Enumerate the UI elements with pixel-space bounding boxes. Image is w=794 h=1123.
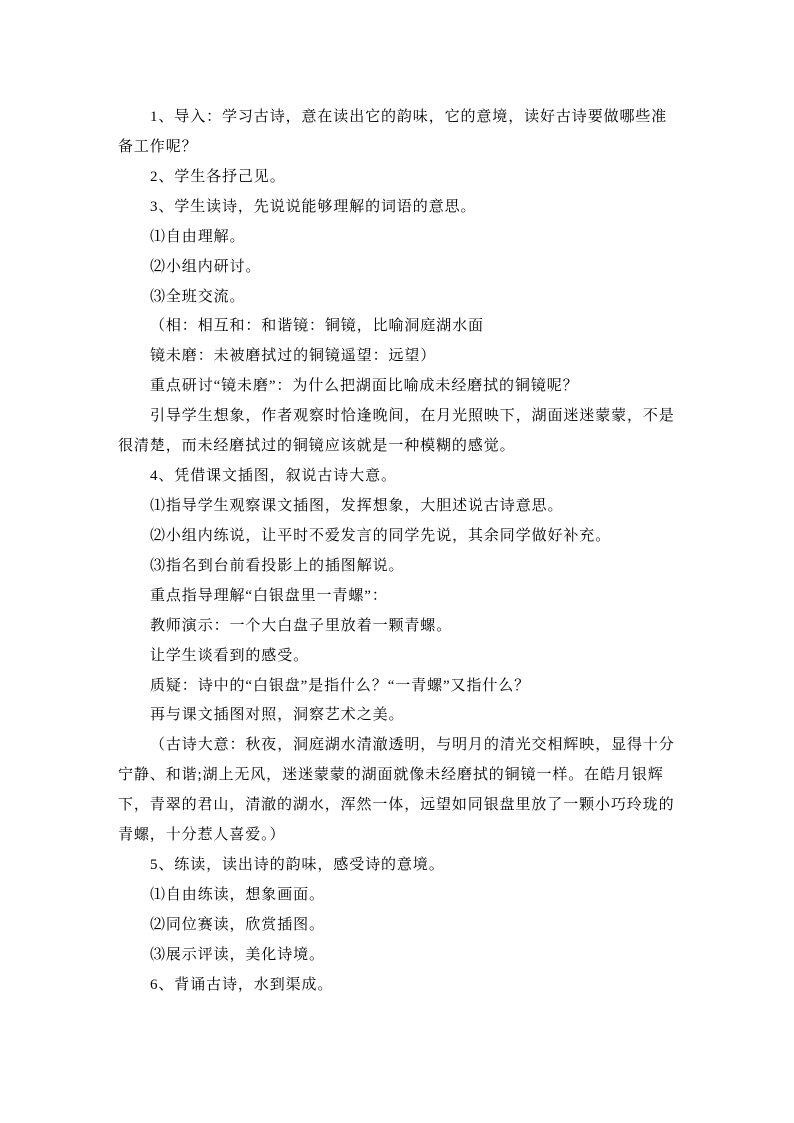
paragraph-line: 青螺，十分惹人喜爱。） xyxy=(118,827,286,844)
paragraph-line: 6、背诵古诗，水到渠成。 xyxy=(150,976,334,993)
paragraph-line: 备工作呢？ xyxy=(118,138,198,155)
paragraph-line: ⑶展示评读，美化诗境。 xyxy=(150,946,325,963)
paragraph-line: 下，青翠的君山，清澈的湖水，浑然一体，远望如同银盘里放了一颗小巧玲珑的 xyxy=(118,797,675,814)
paragraph-line: ⑶全班交流。 xyxy=(150,288,246,305)
paragraph-line: （古诗大意：秋夜，洞庭湖水清澈透明，与明月的清光交相辉映，显得十分 xyxy=(150,737,675,754)
paragraph-line: 引导学生想象，作者观察时恰逢晚间，在月光照映下，湖面迷迷蒙蒙，不是 xyxy=(150,408,675,425)
paragraph-line: ⑴自由练读，想象画面。 xyxy=(150,886,325,903)
paragraph-line: 让学生谈看到的感受。 xyxy=(150,647,310,664)
paragraph-line: ⑵同位赛读，欣赏插图。 xyxy=(150,916,325,933)
paragraph-line: 2、学生各抒己见。 xyxy=(150,168,286,185)
document-body xyxy=(118,103,680,1001)
paragraph-line: 很清楚，而未经磨拭过的铜镜应该就是一种模糊的感觉。 xyxy=(118,438,516,455)
paragraph-line: 再与课文插图对照，洞察艺术之美。 xyxy=(150,707,405,724)
paragraph-line: 重点指导理解“白银盘里一青螺”： xyxy=(150,587,388,604)
paragraph-line: 1、导入：学习古诗，意在读出它的韵味，它的意境，读好古诗要做哪些准 xyxy=(150,109,668,125)
paragraph-line: ⑴指导学生观察课文插图，发挥想象，大胆述说古诗意思。 xyxy=(150,497,564,514)
paragraph-line: ⑶指名到台前看投影上的插图解说。 xyxy=(150,557,405,574)
paragraph-line: 3、学生读诗，先说说能够理解的词语的意思。 xyxy=(150,198,477,215)
paragraph-line: ⑵小组内研讨。 xyxy=(150,258,262,275)
paragraph-line: ⑴自由理解。 xyxy=(150,228,246,245)
paragraph-line: 重点研讨“镜未磨”：为什么把湖面比喻成未经磨拭的铜镜呢？ xyxy=(150,378,579,395)
paragraph-line: ⑵小组内练说，让平时不爱发言的同学先说，其余同学做好补充。 xyxy=(150,527,612,544)
paragraph-line: （相：相互和：和谐镜：铜镜，比喻洞庭湖水面 xyxy=(150,318,484,335)
paragraph-line: 镜未磨：未被磨拭过的铜镜遥望：远望） xyxy=(150,348,437,365)
paragraph-line: 教师演示：一个大白盘子里放着一颗青螺。 xyxy=(150,617,453,634)
paragraph-line: 质疑：诗中的“白银盘”是指什么？“一青螺”又指什么？ xyxy=(150,677,531,694)
paragraph-line: 宁静、和谐;湖上无风，迷迷蒙蒙的湖面就像未经磨拭的铜镜一样。在皓月银辉 xyxy=(118,767,664,784)
paragraph-line: 4、凭借课文插图，叙说古诗大意。 xyxy=(150,468,397,485)
paragraph-line: 5、练读，读出诗的韵味，感受诗的意境。 xyxy=(150,857,445,874)
